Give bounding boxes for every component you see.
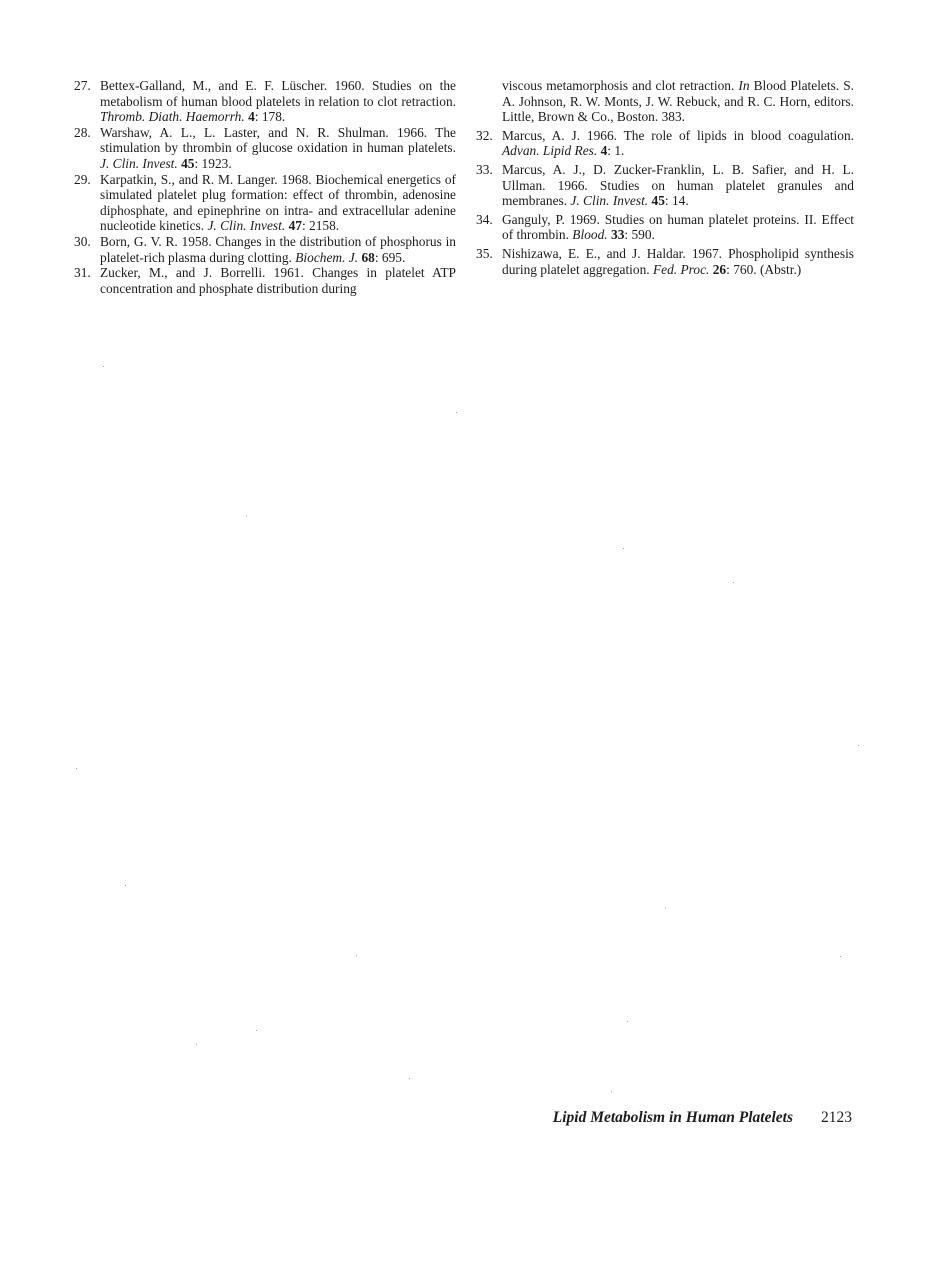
- reference-27: [74, 78, 456, 125]
- reference-number: 33.: [476, 161, 493, 177]
- scan-speck: [125, 885, 126, 886]
- reference-volume: 47: [288, 218, 302, 234]
- references-column-left: [74, 78, 456, 296]
- reference-volume: 68: [361, 249, 375, 265]
- reference-pages: : 760. (Abstr.): [726, 261, 802, 277]
- reference-text: Ganguly, P. 1969. Studies on human platelet proteins. II. Effect of thrombin.: [502, 211, 854, 243]
- reference-text: Karpatkin, S., and R. M. Langer. 1968. Biochemical energetics of simulated platelet plug formation: effect of thrombin, adenosine diphosphate, and epinephrine on intra- and extracellular adenine nucleotide kinetics.: [100, 171, 456, 234]
- reference-number: 34.: [476, 211, 493, 227]
- reference-journal: Blood.: [572, 227, 608, 243]
- reference-34: [476, 212, 854, 243]
- scan-speck: [196, 1044, 197, 1045]
- reference-29: [74, 172, 456, 234]
- reference-pages: : 1.: [607, 143, 625, 159]
- reference-volume: 26: [712, 261, 727, 277]
- reference-number: 31.: [74, 265, 91, 281]
- page-number: 2123: [821, 1109, 852, 1126]
- reference-30: [74, 234, 456, 265]
- reference-volume: 4: [248, 109, 255, 125]
- reference-text: Bettex-Galland, M., and E. F. Lüscher. 1960. Studies on the metabolism of human blood platelets in relation to clot retraction.: [100, 78, 456, 109]
- reference-volume: 33: [611, 227, 625, 243]
- reference-text: Marcus, A. J. 1966. The role of lipids in blood coagulation.: [502, 127, 854, 143]
- reference-journal: J. Clin. Invest.: [100, 155, 178, 171]
- reference-volume: 4: [600, 143, 608, 159]
- scan-speck: [733, 582, 734, 583]
- reference-number: 28.: [74, 124, 91, 140]
- reference-text: Born, G. V. R. 1958. Changes in the distribution of phosphorus in platelet-rich plasma during clotting.: [100, 233, 456, 265]
- reference-pages: : 1923.: [194, 155, 232, 171]
- reference-text: Blood Platelets. S. A. Johnson, R. W. Monts, J. W. Rebuck, and R. C. Horn, editors. Little, Brown & Co., Boston. 383.: [502, 78, 854, 125]
- scan-speck: [665, 908, 666, 909]
- reference-number: 35.: [476, 245, 493, 261]
- scan-speck: [627, 1021, 628, 1022]
- scan-speck: [356, 955, 357, 956]
- reference-journal: Biochem. J.: [295, 249, 359, 265]
- reference-volume: 45: [181, 155, 195, 171]
- reference-33: [476, 162, 854, 209]
- reference-pages: : 590.: [624, 227, 655, 243]
- scan-speck: [456, 412, 457, 413]
- reference-text: Marcus, A. J., D. Zucker-Franklin, L. B. Safier, and H. L. Ullman. 1966. Studies on human platelet granules and membranes.: [502, 161, 854, 209]
- reference-31: [74, 265, 456, 296]
- reference-journal: Advan. Lipid Res.: [502, 143, 598, 159]
- reference-number: 29.: [74, 171, 91, 187]
- references-column-right: [476, 78, 854, 280]
- reference-text: Zucker, M., and J. Borrelli. 1961. Changes in platelet ATP concentration and phosphate distribution during: [100, 265, 456, 296]
- reference-number: 27.: [74, 78, 91, 93]
- reference-number: 32.: [476, 127, 493, 143]
- reference-35: [476, 246, 854, 277]
- reference-in-marker: In: [738, 78, 750, 93]
- scan-speck: [611, 1091, 612, 1092]
- reference-number: 30.: [74, 233, 91, 249]
- scan-speck: [246, 516, 247, 517]
- reference-pages: : 2158.: [301, 218, 340, 234]
- reference-journal: J. Clin. Invest.: [570, 193, 649, 209]
- reference-31-continuation: [476, 78, 854, 125]
- page-footer: [480, 1109, 852, 1127]
- scan-speck: [76, 768, 77, 769]
- reference-pages: : 14.: [664, 193, 689, 209]
- reference-journal: J. Clin. Invest.: [207, 218, 286, 234]
- scan-speck: [858, 745, 859, 746]
- scan-speck: [256, 1030, 257, 1031]
- reference-volume: 45: [651, 193, 665, 209]
- scan-speck: [103, 366, 104, 367]
- scan-speck: [840, 956, 841, 957]
- reference-journal: Fed. Proc.: [652, 261, 710, 277]
- reference-text: viscous metamorphosis and clot retraction.: [502, 78, 739, 93]
- reference-28: [74, 125, 456, 172]
- reference-journal: Thromb. Diath. Haemorrh.: [100, 109, 245, 125]
- scan-speck: [409, 1078, 410, 1079]
- reference-pages: : 695.: [374, 249, 406, 265]
- reference-32: [476, 128, 854, 159]
- reference-pages: : 178.: [254, 109, 286, 125]
- reference-text: Nishizawa, E. E., and J. Haldar. 1967. Phospholipid synthesis during platelet aggregation.: [502, 245, 854, 277]
- reference-text: Warshaw, A. L., L. Laster, and N. R. Shulman. 1966. The stimulation by thrombin of glucose oxidation in human platelets.: [100, 124, 456, 156]
- scan-speck: [623, 548, 624, 549]
- running-title: Lipid Metabolism in Human Platelets: [552, 1109, 793, 1126]
